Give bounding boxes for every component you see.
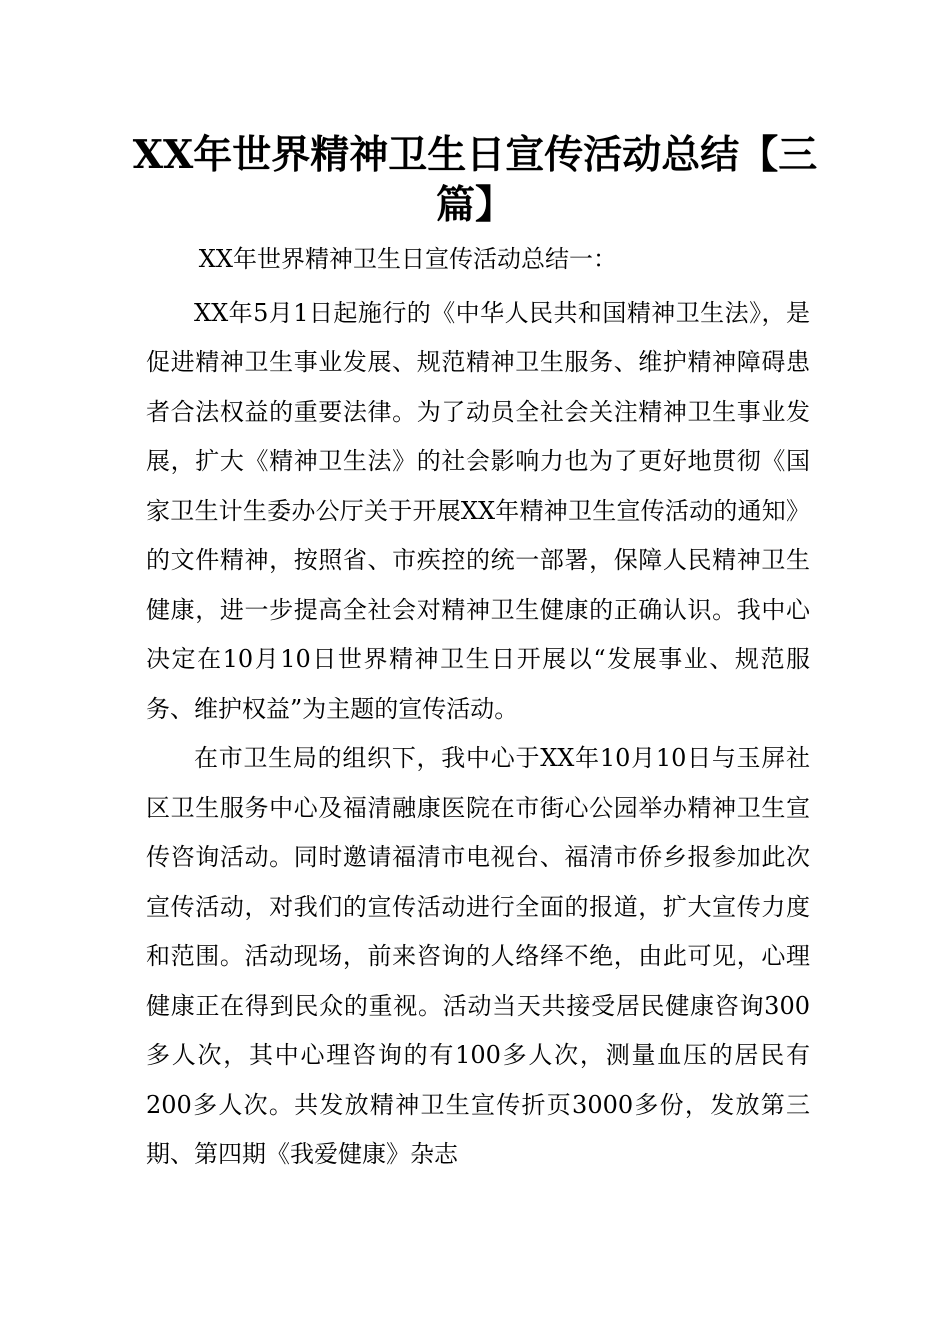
paragraph-2: 在市卫生局的组织下，我中心于XX年10月10日与玉屏社区卫生服务中心及福清融康医院在市街心公园举办精神卫生宣传咨询活动。同时邀请福清市电视台、福清市侨乡报参加此次宣传活动，对我们的宣传活动进行全面的报道，扩大宣传力度和范围。活动现场，前来咨询的人络绎不绝，由此可见，心理健康正在得到民众的重视。活动当天共接受居民健康咨询300多人次，其中心理咨询的有100多人次，测量血压的居民有200多人次。共发放精神卫生宣传折页3000多份，发放第三期、第四期《我爱健康》杂志 [146,744,810,1168]
section-heading: XX年世界精神卫生日宣传活动总结一： [198,245,617,273]
paragraph-1: XX年5月1日起施行的《中华人民共和国精神卫生法》，是促进精神卫生事业发展、规范精神卫生服务、维护精神障碍患者合法权益的重要法律。为了动员全社会关注精神卫生事业发展，扩大《精神卫生法》的社会影响力也为了更好地贯彻《国家卫生计生委办公厅关于开展XX年精神卫生宣传活动的通知》的文件精神，按照省、市疾控的统一部署，保障人民精神卫生健康，进一步提高全社会对精神卫生健康的正确认识。我中心决定在10月10日世界精神卫生日开展以“发展事业、规范服务、维护权益”为主题的宣传活动。 [146,298,810,723]
document-body [146,235,810,1180]
document-title: XX年世界精神卫生日宣传活动总结【三篇】 [132,132,818,228]
